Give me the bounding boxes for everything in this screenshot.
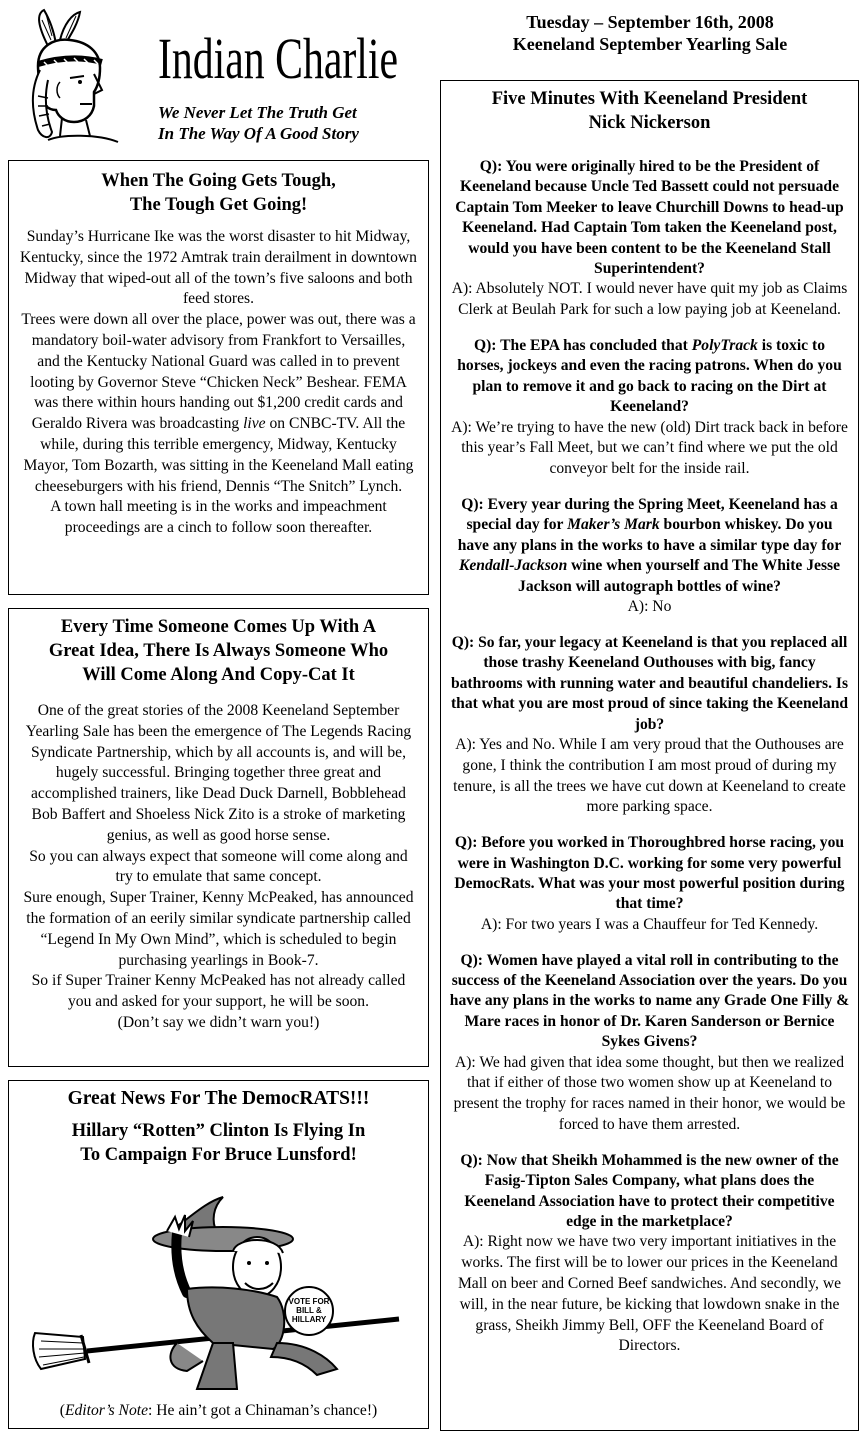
headline-line: When The Going Gets Tough, [101,171,336,191]
masthead-logo [8,6,150,146]
issue-date: Tuesday – September 16th, 2008 [526,12,774,32]
tagline-line: We Never Let The Truth Get [158,103,357,122]
article-paragraph: A town hall meeting is in the works and impeachment proceedings are a cinch to follow soon thereafter. [50,498,387,537]
editors-note-label: Editor’s Note [64,1402,149,1420]
qa-item [449,336,850,480]
article-interview [440,80,859,1431]
article-paragraph: So you can always expect that someone will come along and try to emulate that same concept. [29,847,408,886]
qa-item [449,495,850,618]
answer: A): For two years I was a Chauffeur for Ted Kennedy. [480,915,819,933]
headline-line: Hillary “Rotten” Clinton Is Flying In [71,1121,366,1141]
headline-line: Will Come Along And Copy-Cat It [82,665,355,685]
article-going-tough [8,160,429,595]
question: Q): So far, your legacy at Keeneland is that you replaced all those trashy Keeneland Outhouses with big, fancy bathrooms with running water and beautiful chandeliers. Is that what you are most proud of since taking the Keeneland job? [450,633,849,733]
headline-line: Great Idea, There Is Always Someone Who [48,641,389,661]
answer: A): We’re trying to have the new (old) Dirt track back in before this year’s Fall Meet, but we can’t find where we put the old conveyor belt for the inside rail. [451,418,848,478]
badge-line: HILLARY [291,1315,327,1324]
qa-item [449,1151,850,1357]
badge-line: VOTE FOR [288,1297,330,1306]
interview-headline [449,87,850,135]
answer: A): Yes and No. While I am very proud that the Outhouses are gone, I think the contribution I am most proud of during my tenure, is all the trees we have cut down at Keeneland to create more parking space. [453,735,846,816]
issue-sale-name: Keeneland September Yearling Sale [512,34,788,54]
article-copy-cat [8,608,429,1067]
vote-badge [285,1297,333,1324]
question: Q): You were originally hired to be the President of Keeneland because Uncle Ted Bassett could not persuade Captain Tom Meeker to leave Churchill Downs to head-up Keeneland. Had Captain Tom taken the Keeneland post, would you have been content to be the Keeneland Stall Superintendent? [455,158,844,278]
article-subhead [19,1119,418,1167]
article-paragraph: (Don’t say we didn’t warn you!) [117,1013,320,1031]
article-paragraph: One of the great stories of the 2008 Keeneland September Yearling Sale has been the emergence of The Legends Racing Syndicate Partnership, which by all accounts is, and will be, hugely successful. Bringing together three great and accomplished trainers, like Dead Duck Darnell, Bobblehead Bob Baffert and Shoeless Nick Zito is a stroke of marketing genius, as well as good horse sense. [25,702,412,844]
article-headline [19,615,418,687]
article-paragraph: Sunday’s Hurricane Ike was the worst disaster to hit Midway, Kentucky, since the 1972 Amtrak train derailment in downtown Midway that wiped-out all of the town’s five saloons and both feed stores. [20,228,417,308]
editors-note-text: : He ain’t got a Chinaman’s chance!) [148,1402,378,1420]
witch-on-broom-icon [27,1193,407,1393]
answer: A): No [627,598,672,616]
article-headline [19,169,418,217]
question: Q): The EPA has concluded that PolyTrack is toxic to horses, jockeys and even the racing patrons. When do you plan to remove it and go back to racing on the Dirt at Keeneland? [457,337,842,416]
badge-line: BILL & [296,1306,322,1315]
article-headline: Great News For The DemocRATS!!! [67,1088,370,1109]
witch-cartoon-illustration [27,1193,407,1393]
question: Q): Every year during the Spring Meet, Keeneland has a special day for Maker’s Mark bourbon whiskey. Do you have any plans in the works to have a similar type day for Kendall-Jackson wine when yourself and The White Jesse Jackson will autograph bottles of wine? [457,496,842,595]
tagline-line: In The Way Of A Good Story [158,124,359,143]
paragraph-text: Trees were down all over the place, power was out, there was a mandatory boil-water advisory from Frankfort to Versailles, and the Kentucky National Guard was called in to prevent looting by Governor Steve “Chicken Neck” Beshear. FEMA was there within hours handing out $1,200 credit cards and Geraldo Rivera was broadcasting live on CNBC-TV. All the while, during this terrible emergency, Midway, Kentucky Mayor, Tom Bozarth, was sitting in the Keeneland Mall eating cheeseburgers with his friend, Dennis “The Snitch” Lynch. [21,311,416,495]
answer: A): Right now we have two very important initiatives in the works. The first will be to lower our prices in the Keeneland Mall on beer and Corned Beef sandwiches. And secondly, we will, in the near future, be kicking that lowdown snake in the grass, Sheikh Jimmy Bell, OFF the Keeneland Board of Directors. [457,1233,842,1355]
question: Q): Before you worked in Thoroughbred horse racing, you were in Washington D.C. working for some very powerful DemocRats. What was your most powerful position during that time? [454,834,845,913]
qa-item [449,633,850,818]
masthead-tagline [158,102,438,144]
qa-item [449,157,850,321]
answer: A): Absolutely NOT. I would never have quit my job as Claims Clerk at Beulah Park for such a low paying job at Keeneland. [451,280,848,319]
headline-line: To Campaign For Bruce Lunsford! [80,1145,357,1165]
answer: A): We had given that idea some thought, but then we realized that if either of those two women show up at Keeneland to present the trophy for races named in their honor, we would be forced to have them arrested. [453,1053,846,1133]
editors-note: (Editor’s Note: He ain’t got a Chinaman’s chance!) [59,1402,378,1420]
qa-item [449,951,850,1136]
question: Q): Women have played a vital roll in contributing to the success of the Keeneland Association over the years. Do you have any plans in the works to name any Grade One Filly & Mare races in honor of Dr. Karen Sanderson or Bernice Sykes Givens? [449,951,850,1051]
headline-line: Nick Nickerson [588,113,711,133]
headline-line: Every Time Someone Comes Up With A [60,617,377,637]
article-paragraph [19,310,418,497]
indian-head-logo-icon [8,6,150,146]
question: Q): Now that Sheikh Mohammed is the new owner of the Fasig-Tipton Sales Company, what plans does the Keeneland Association have to protect their competitive edge in the marketplace? [460,1151,839,1230]
issue-header [440,11,860,55]
article-democrats [8,1080,429,1429]
headline-line: The Tough Get Going! [129,195,308,215]
article-paragraph: So if Super Trainer Kenny McPeaked has not already called you and asked for your support, he will be soon. [31,972,406,1011]
masthead-title: Indian Charlie [158,26,399,91]
qa-item [449,833,850,935]
headline-line: Five Minutes With Keeneland President [491,89,808,109]
article-paragraph: Sure enough, Super Trainer, Kenny McPeaked, has announced the formation of an eerily similar syndicate partnership called “Legend In My Own Mind”, which is scheduled to begin purchasing yearlings in Book-7. [23,889,414,969]
